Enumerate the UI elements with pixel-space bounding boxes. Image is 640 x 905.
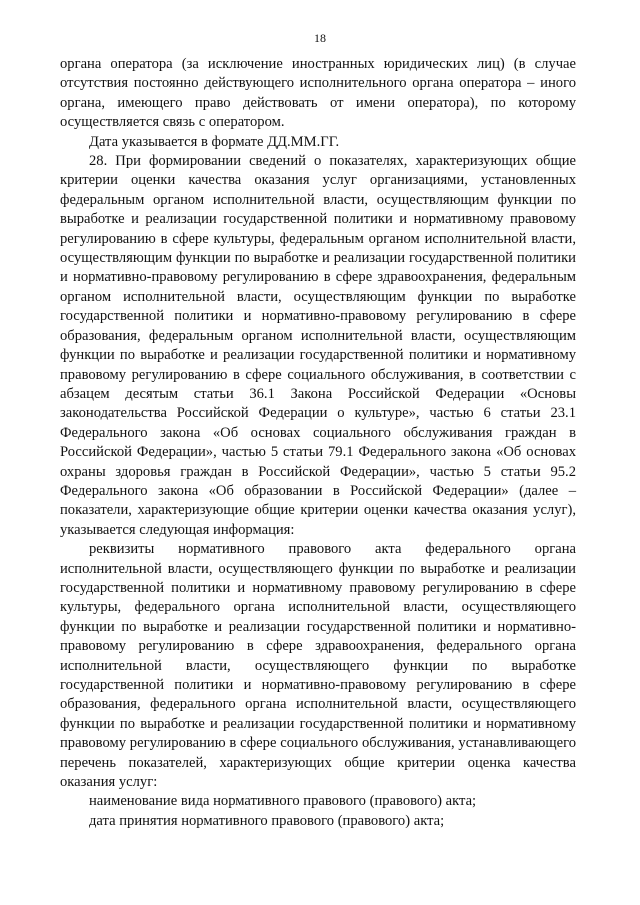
paragraph-operator-body: органа оператора (за исключение иностранных юридических лиц) (в случае отсутствия постоянно действующего исполнительного органа оператора – иного органа, имеющего право действовать от имени оператора), по которому осуществляется связь с оператором. (60, 56, 576, 131)
paragraph-act-type: наименование вида нормативного правового (правового) акта; (89, 793, 477, 810)
page-number: 18 (314, 31, 326, 45)
paragraph-item-28: 28. При формировании сведений о показателях, характеризующих общие критерии оценки качества оказания услуг организациями, установленных федеральным органом исполнительной власти, осуществляющим функции по выработке и реализации государственной политики и нормативному правовому регулированию в сфере культуры, федеральным органом исполнительной власти, осуществляющим функции по выработке и реализации государственной политики и нормативно-правовому регулированию в сфере здравоохранения, федеральным органом исполнительной власти, осуществляющим функции по выработке государственной политики и нормативно-правовому регулированию в сфере образования, федеральным органом исполнительной власти, осуществляющим функции по выработке и реализации государственной политики и нормативному правовому регулированию в сфере социального обслуживания, в соответствии с абзацем десятым статьи 36.1 Закона Российской Федерации «Основы законодательства Российской Федерации о культуре», частью 6 статьи 23.1 Федерального закона «Об основах социального обслуживания граждан в Российской Федерации», частью 5 статьи 79.1 Федерального закона «Об основах охраны здоровья граждан в Российской Федерации», частью 5 статьи 95.2 Федерального закона «Об образовании в Российской Федерации» (далее – показатели, характеризующие общие критерии оценки качества оказания услуг), указывается следующая информация: (60, 153, 576, 538)
paragraph-act-date: дата принятия нормативного правового (правового) акта; (89, 812, 445, 829)
paragraph-date-format: Дата указывается в формате ДД.ММ.ГГ. (89, 133, 340, 150)
document-body (60, 55, 576, 831)
paragraph-requisites: реквизиты нормативного правового акта федерального органа исполнительной власти, осуществляющего функции по выработке и реализации государственной политики и нормативному правовому регулированию в сфере культуры, федерального органа исполнительной власти, осуществляющего функции по выработке и реализации государственной политики и нормативно-правовому регулированию в сфере здравоохранения, федерального органа исполнительной власти, осуществляющего функции по выработке государственной политики и нормативно-правовому регулированию в сфере образования, федерального органа исполнительной власти, осуществляющего функции по выработке и реализации государственной политики и нормативному правовому регулированию в сфере социального обслуживания, устанавливающего перечень показателей, характеризующих общие критерии оценка качества оказания услуг: (60, 541, 576, 791)
